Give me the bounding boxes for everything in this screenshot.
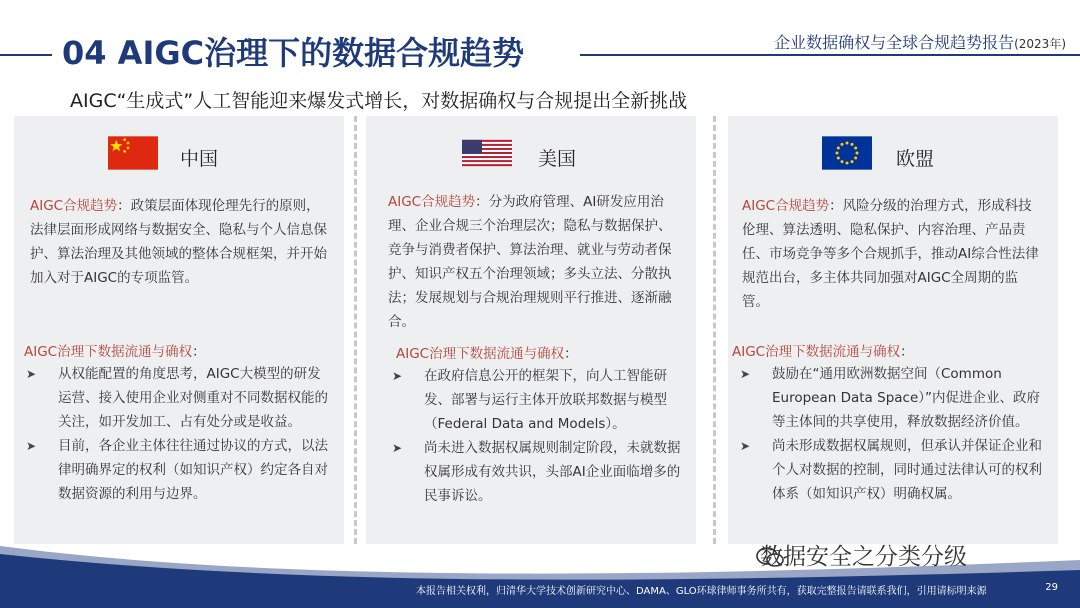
flag-row xyxy=(366,136,696,172)
eu-flag-icon xyxy=(822,136,872,170)
panel-divider xyxy=(713,116,716,544)
arrow-bullet-icon: ➤ xyxy=(392,369,403,383)
trend-paragraph xyxy=(30,194,330,290)
flow-heading xyxy=(732,340,914,360)
usa-flag-icon xyxy=(462,136,512,170)
flow-colon: ： xyxy=(192,344,206,360)
report-year: (2023年) xyxy=(1014,37,1066,51)
bullet-item xyxy=(390,364,684,436)
bullet-item xyxy=(24,434,332,506)
flow-label: AIGC治理下数据流通与确权 xyxy=(732,344,901,360)
bullet-list xyxy=(738,362,1046,506)
trend-text: ：风险分级的治理方式，形成科技伦理、算法透明、隐私保护、内容治理、产品责任、市场竞争等多个合规抓手，推动AI综合性法律规范出台，多主体共同加强对AIGC全周期的监管。 xyxy=(742,198,1039,310)
bullet-text: 目前，各企业主体往往通过协议的方式，以法律明确界定的权利（如知识产权）约定各自对数据资源的利用与边界。 xyxy=(58,438,328,502)
subtitle: AIGC“生成式”人工智能迎来爆发式增长，对数据确权与合规提出全新挑战 xyxy=(70,90,688,112)
bullet-list xyxy=(24,362,332,506)
trend-paragraph xyxy=(742,194,1044,314)
bullet-text: 尚未形成数据权属规则，但承认并保证企业和个人对数据的控制，同时通过法律认可的权利体系（如知识产权）明确权属。 xyxy=(772,438,1042,502)
arrow-bullet-icon: ➤ xyxy=(26,367,37,381)
watermark-text: 数据安全之分类分级 xyxy=(760,544,967,570)
flow-heading xyxy=(396,342,578,362)
flow-label: AIGC治理下数据流通与确权 xyxy=(24,344,193,360)
bullet-text: 在政府信息公开的框架下，向人工智能研发、部署与运行主体开放联邦数据与模型（Federal Data and Models）。 xyxy=(424,368,667,432)
header-rule-left xyxy=(0,54,52,56)
footer-copyright: 本报告相关权利，归清华大学技术创新研究中心、DAMA、GLO环球律师事务所共有，获取完整报告请联系我们，引用请标明来源 xyxy=(416,586,987,597)
flow-heading xyxy=(24,340,206,360)
panel-divider xyxy=(354,116,357,544)
bullet-item xyxy=(24,362,332,434)
panel-usa xyxy=(366,116,696,544)
flow-colon: ： xyxy=(564,346,578,362)
trend-label: AIGC合规趋势 xyxy=(742,198,830,214)
bullet-list xyxy=(390,364,684,508)
region-name: 中国 xyxy=(180,148,219,170)
report-title-text: 企业数据确权与全球合规趋势报告 xyxy=(774,33,1015,52)
bullet-item xyxy=(390,436,684,508)
arrow-bullet-icon: ➤ xyxy=(740,367,751,381)
page-title: 04 AIGC治理下的数据合规趋势 xyxy=(62,34,525,72)
trend-label: AIGC合规趋势 xyxy=(388,194,476,210)
header-rule-right xyxy=(580,54,1080,56)
arrow-bullet-icon: ➤ xyxy=(26,439,37,453)
report-title xyxy=(774,30,1066,53)
trend-text: ：分为政府管理、AI研发应用治理、企业合规三个治理层次；隐私与数据保护、竞争与消费者保护、算法治理、就业与劳动者保护、知识产权五个治理领域；多头立法、分散执法；发展规划与合规治理规则平行推进、逐渐融合。 xyxy=(388,194,672,330)
trend-label: AIGC合规趋势 xyxy=(30,198,118,214)
panel-china xyxy=(14,116,344,544)
bullet-item xyxy=(738,362,1046,434)
flow-label: AIGC治理下数据流通与确权 xyxy=(396,346,565,362)
panel-eu xyxy=(728,116,1058,544)
flow-colon: ： xyxy=(900,344,914,360)
page-number: 29 xyxy=(1045,582,1058,593)
region-name: 欧盟 xyxy=(896,148,935,170)
trend-paragraph xyxy=(388,190,682,334)
trend-text: ：政策层面体现伦理先行的原则，法律层面形成网络与数据安全、隐私与个人信息保护、算法治理及其他领域的整体合规框架，并开始加入对于AIGC的专项监管。 xyxy=(30,198,327,286)
arrow-bullet-icon: ➤ xyxy=(392,441,403,455)
bullet-text: 尚未进入数据权属规则制定阶段，未就数据权属形成有效共识，头部AI企业面临增多的民事诉讼。 xyxy=(424,440,681,504)
bullet-item xyxy=(738,434,1046,506)
bullet-text: 鼓励在“通用欧洲数据空间（Common European Data Space）”内促进企业、政府等主体间的共享使用，释放数据经济价值。 xyxy=(772,366,1041,430)
arrow-bullet-icon: ➤ xyxy=(740,439,751,453)
bullet-text: 从权能配置的角度思考，AIGC大模型的研发运营、接入使用企业对侧重对不同数据权能的关注，如开发加工、占有处分或是收益。 xyxy=(58,366,328,430)
flag-row xyxy=(14,136,344,172)
region-name: 美国 xyxy=(538,148,577,170)
flag-row xyxy=(728,136,1058,172)
china-flag-icon xyxy=(108,136,158,170)
